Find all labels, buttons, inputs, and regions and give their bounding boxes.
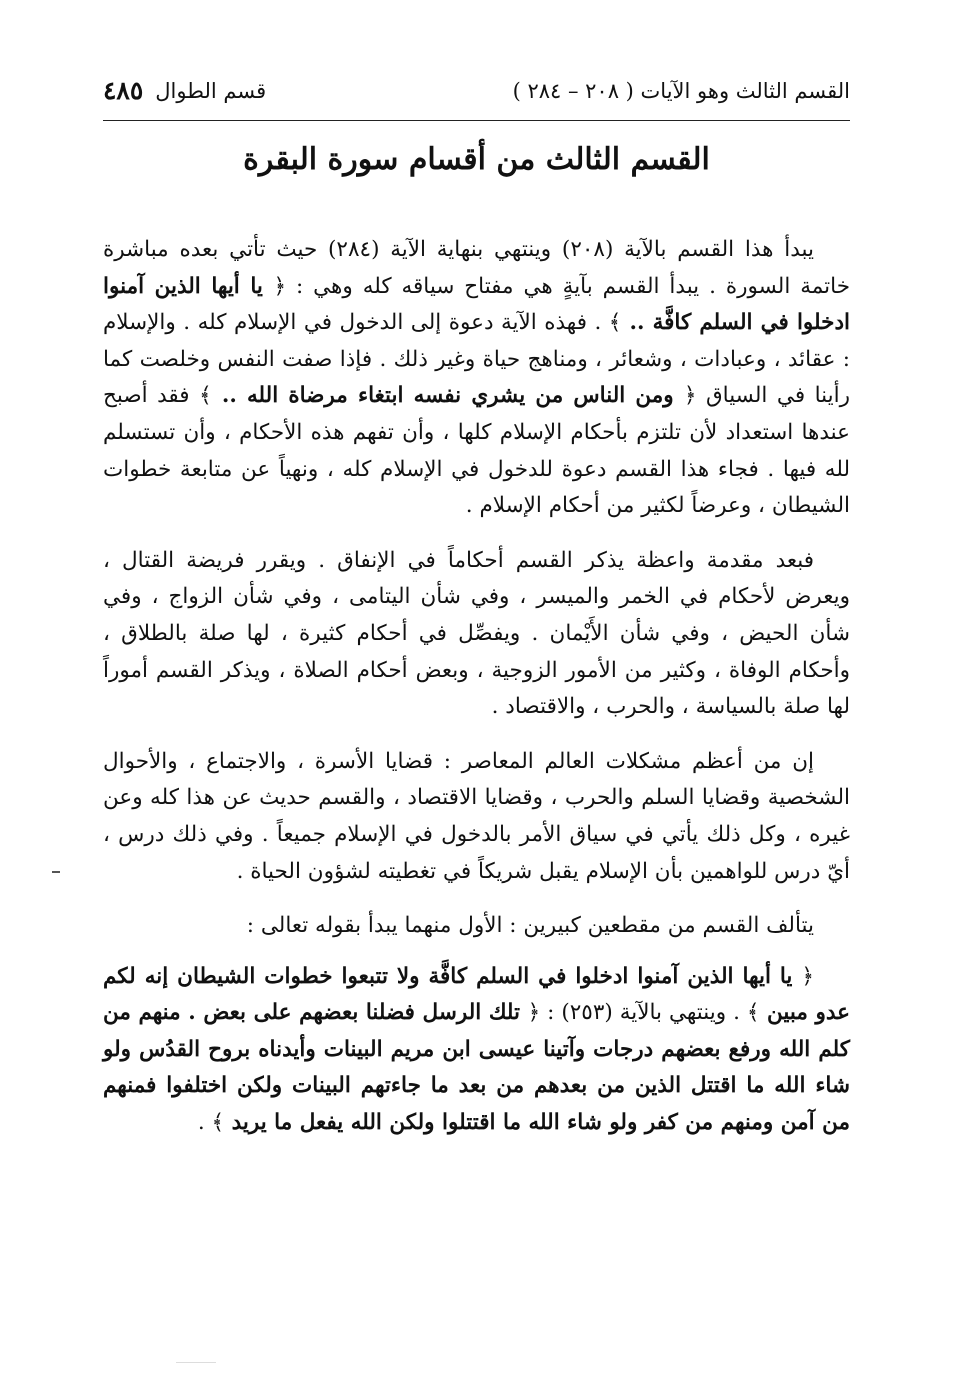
header-section-block	[103, 76, 266, 106]
paragraph-text: فقد أصبح عندها استعداد لأن تلتزم بأحكام الإسلام كلها ، وأن تفهم هذه الأحكام ، وأن تستسلم لله فيها . فجاء هذا القسم دعوة للدخول في الإسلام كله ، ونهياً عن متابعة خطوات الشيطان ، وعرضاً لكثير من أحكام الإسلام .	[103, 383, 850, 519]
margin-mark	[52, 871, 60, 873]
body-text	[103, 232, 850, 1160]
paragraph-intro	[103, 232, 850, 525]
page-title: القسم الثالث من أقسام سورة البقرة	[243, 142, 710, 177]
quote-close-bracket: ﴾	[211, 1110, 225, 1136]
quote-text: ومن الناس من يشري نفسه ابتغاء مرضاة الله ..	[211, 383, 684, 409]
quote-text: يا أيها الذين آمنوا ادخلوا في السلم كافَّة ..	[103, 273, 850, 336]
quote-close-bracket: ﴾	[746, 1000, 760, 1026]
quote-open-bracket: ﴿	[683, 383, 697, 409]
scan-speck	[176, 1362, 216, 1363]
quote-open-bracket: ﴿	[801, 963, 814, 989]
quote-open-bracket: ﴿	[527, 1000, 541, 1026]
quote-close-bracket: ﴾	[199, 383, 212, 409]
quran-quote	[199, 383, 696, 408]
paragraph-verses	[103, 959, 850, 1142]
quote-text: تلك الرسل فضلنا بعضهم على بعض . منهم من كلم الله ورفع بعضهم درجات وآتينا عيسى ابن مريم البينات وأيدناه بروح القدُس ولو شاء الله ما اقتتل الذين من بعدهم من بعد ما جاءتهم البينات ولكن اختلفوا فمنهم من آمن ومنهم من كفر ولو شاء الله ما اقتتلوا ولكن الله يفعل ما يريد	[103, 1000, 850, 1136]
quote-close-bracket: ﴾	[608, 310, 622, 336]
header-section-name: قسم الطوال	[155, 79, 267, 103]
paragraph-rulings: فبعد مقدمة واعظة يذكر القسم أحكاماً في الإنفاق . ويقرر فريضة القتال ، ويعرض لأحكام في الخمر والميسر ، وفي شأن اليتامى ، وفي شأن الزواج ، وفي شأن الحيض ، وفي شأن الأَيْمان . ويفصِّل في أحكام كثيرة ، لها صلة بالطلاق ، وأحكام الوفاة ، وكثير من الأمور الزوجية ، وبعض أحكام الصلاة ، ويذكر القسم أموراً لها صلة بالسياسة ، والحرب ، والاقتصاد .	[103, 547, 850, 720]
paragraph-text: .	[197, 1110, 212, 1136]
paragraph-modern-problems: إن من أعظم مشكلات العالم المعاصر : قضايا الأسرة ، والاجتماع ، والأحوال الشخصية وقضايا السلم والحرب ، وقضايا الاقتصاد ، والقسم حديث عن هذا كله وعن غيره ، وكل ذلك يأتي في سياق الأمر بالدخول في الإسلام جميعاً . وفي ذلك درس ، أيّ درس للواهمين بأن الإسلام يقبل شريكاً في تغطيته لشؤون الحياة .	[103, 748, 850, 884]
paragraph-structure: يتألف القسم من مقطعين كبيرين : الأول منهما يبدأ بقوله تعالى :	[246, 913, 814, 939]
paragraph-text: . وينتهي بالآية (٢٥٣) :	[540, 1000, 747, 1026]
quote-open-bracket: ﴿	[273, 273, 287, 299]
header-chapter-title: القسم الثالث وهو الآيات ( ٢٠٨ – ٢٨٤ )	[512, 79, 850, 103]
paragraph-text: يبدأ هذا القسم بالآية (٢٠٨) وينتهي بنهاية الآية (٢٨٤) حيث تأتي بعده مباشرة خاتمة السورة . يبدأ القسم بآيةٍ هي مفتاح سياقه كله وهي :	[103, 237, 850, 299]
paragraph-text: . فهذه الآية دعوة إلى الدخول في الإسلام كله . والإسلام : عقائد ، وعبادات ، وشعائر ، ومناهج حياة وغير ذلك . فإذا صفت النفس وخلصت كما رأينا في السياق	[103, 310, 850, 409]
running-header	[103, 76, 850, 121]
quote-text: يا أيها الذين آمنوا ادخلوا في السلم كافَّة ولا تتبعوا خطوات الشيطان إنه لكم عدو مبين	[103, 963, 850, 1026]
page-number: ٤٨٥	[103, 76, 144, 105]
